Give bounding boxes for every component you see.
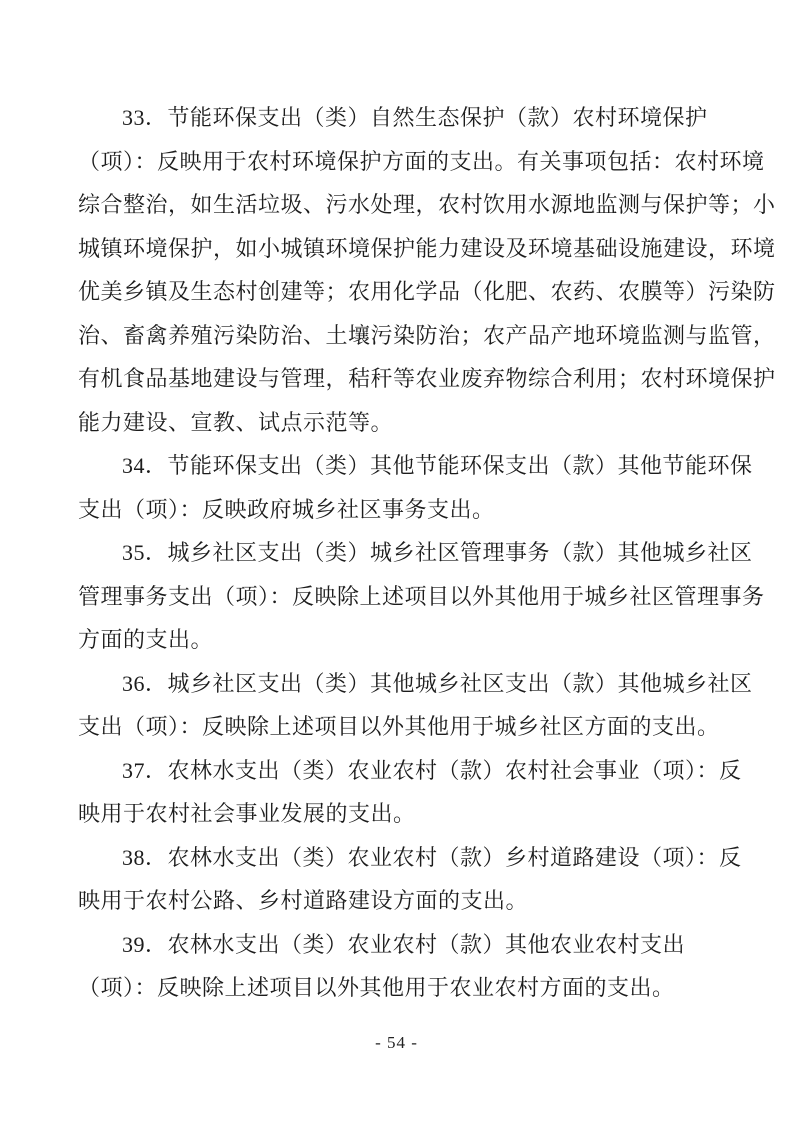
paragraph-item-33: [78, 96, 784, 444]
text-line: （项）：反映用于农村环境保护方面的支出。有关事项包括：农村环境: [78, 148, 765, 174]
paragraph-item-35: [78, 531, 784, 662]
text-line: 支出（项）：反映政府城乡社区事务支出。: [78, 496, 495, 522]
text-line: 37．农林水支出（类）农业农村（款）农村社会事业（项）：反: [122, 757, 742, 783]
document-body: [78, 96, 784, 1010]
text-line: （项）：反映除上述项目以外其他用于农业农村方面的支出。: [78, 975, 675, 1000]
paragraph-item-38: [78, 836, 784, 923]
text-line: 城镇环境保护，如小城镇环境保护能力建设及环境基础设施建设，环境: [78, 235, 776, 261]
paragraph-item-34: [78, 444, 784, 531]
text-line: 综合整治，如生活垃圾、污水处理，农村饮用水源地监测与保护等；小: [78, 192, 776, 217]
text-line: 34．节能环保支出（类）其他节能环保支出（款）其他节能环保: [122, 453, 753, 478]
text-line: 36．城乡社区支出（类）其他城乡社区支出（款）其他城乡社区: [122, 670, 753, 696]
text-line: 38．农林水支出（类）农业农村（款）乡村道路建设（项）：反: [122, 844, 742, 870]
text-line: 管理事务支出（项）：反映除上述项目以外其他用于城乡社区管理事务: [78, 583, 765, 609]
text-line: 能力建设、宣教、试点示范等。: [78, 409, 394, 435]
text-line: 33．节能环保支出（类）自然生态保护（款）农村环境保护: [122, 105, 708, 130]
text-line: 有机食品基地建设与管理，秸秆等农业废弃物综合利用；农村环境保护: [78, 366, 776, 391]
text-line: 方面的支出。: [78, 627, 214, 652]
text-line: 映用于农村社会事业发展的支出。: [78, 801, 416, 826]
paragraph-item-39: [78, 923, 784, 1010]
text-line: 治、畜禽养殖污染防治、土壤污染防治；农产品产地环境监测与监管，: [78, 322, 776, 348]
page-number: - 54 -: [375, 1033, 418, 1052]
text-line: 35．城乡社区支出（类）城乡社区管理事务（款）其他城乡社区: [122, 540, 753, 565]
text-line: 映用于农村公路、乡村道路建设方面的支出。: [78, 888, 529, 913]
text-line: 39．农林水支出（类）农业农村（款）其他农业农村支出: [122, 931, 686, 957]
text-line: 支出（项）：反映除上述项目以外其他用于城乡社区方面的支出。: [78, 714, 720, 739]
text-line: 优美乡镇及生态村创建等；农用化学品（化肥、农药、农膜等）污染防: [78, 279, 776, 304]
paragraph-item-37: [78, 749, 784, 836]
page-footer: [0, 1031, 793, 1055]
paragraph-item-36: [78, 662, 784, 749]
